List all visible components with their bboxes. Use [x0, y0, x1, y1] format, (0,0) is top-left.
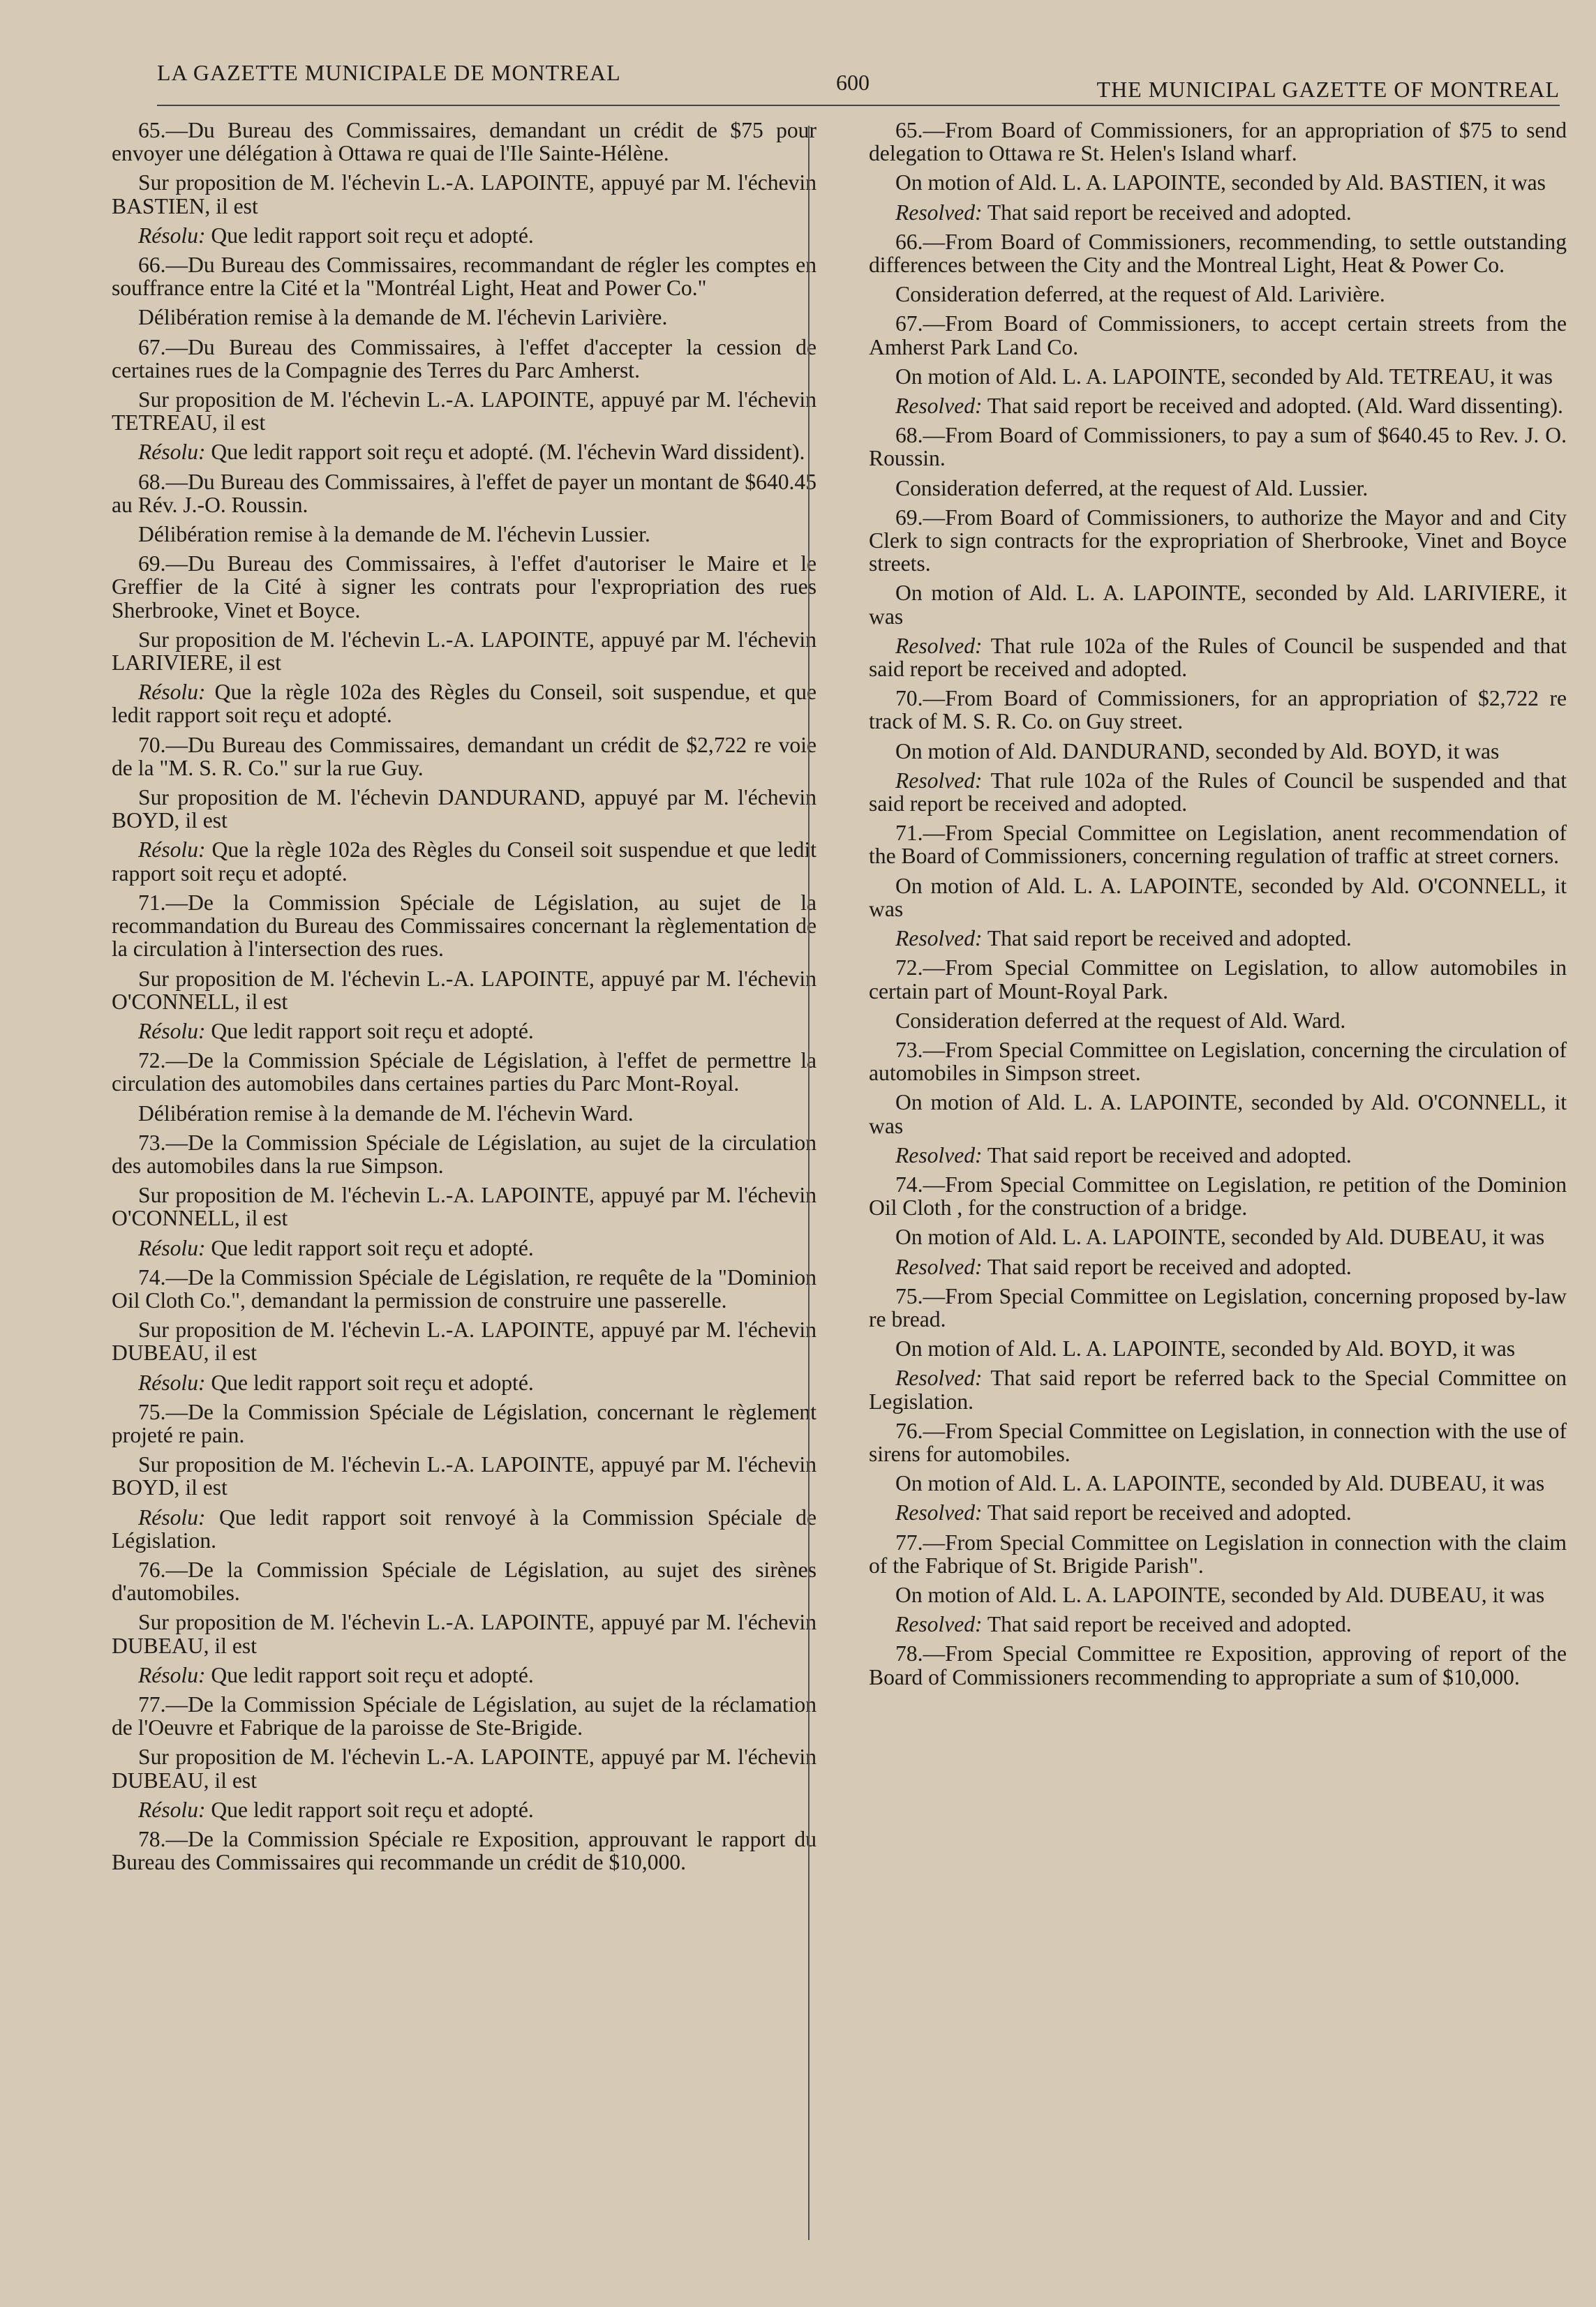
paragraph-text: Sur proposition de M. l'échevin L.-A. LAPOINTE, appuyé par M. l'échevin LARIVIERE, il est	[112, 627, 816, 675]
english-paragraph	[869, 1583, 1567, 1606]
paragraph-text: On motion of Ald. L. A. LAPOINTE, seconded by Ald. BASTIEN, it was	[895, 170, 1546, 195]
english-paragraph	[869, 687, 1567, 733]
french-paragraph	[112, 680, 816, 726]
paragraph-text: On motion of Ald. L. A. LAPOINTE, seconded by Ald. DUBEAU, it was	[895, 1471, 1545, 1496]
english-paragraph	[869, 874, 1567, 920]
paragraph-text: 78.—From Special Committee re Exposition, approving of report of the Board of Commissioners recommending to appropriate a sum of $10,000.	[869, 1641, 1567, 1689]
resolution-label: Résolu:	[138, 1018, 206, 1043]
french-paragraph	[112, 1020, 816, 1043]
french-paragraph	[112, 336, 816, 382]
english-paragraph	[869, 927, 1567, 950]
resolution-label: Resolved:	[895, 1500, 983, 1525]
french-paragraph	[112, 1745, 816, 1791]
english-paragraph	[869, 119, 1567, 165]
paragraph-text: On motion of Ald. L. A. LAPOINTE, seconded by Ald. LARIVIERE, it was	[869, 581, 1567, 629]
french-paragraph	[112, 171, 816, 217]
resolution-label: Résolu:	[138, 1235, 206, 1260]
header-title-french: LA GAZETTE MUNICIPALE DE MONTREAL	[157, 60, 621, 85]
paragraph-text: On motion of Ald. L. A. LAPOINTE, seconded by Ald. BOYD, it was	[895, 1336, 1516, 1361]
english-paragraph	[869, 1285, 1567, 1331]
english-paragraph	[869, 1225, 1567, 1248]
english-paragraph	[869, 1366, 1567, 1412]
french-paragraph	[112, 1664, 816, 1687]
resolution-label: Résolu:	[138, 440, 206, 465]
paragraph-text: Sur proposition de M. l'échevin L.-A. LAPOINTE, appuyé par M. l'échevin BASTIEN, il est	[112, 170, 816, 218]
english-paragraph	[869, 1642, 1567, 1688]
paragraph-text: 75.—De la Commission Spéciale de Législation, concernant le règlement projeté re pain.	[112, 1399, 816, 1447]
paragraph-text: Sur proposition de M. l'échevin L.-A. LAPOINTE, appuyé par M. l'échevin O'CONNELL, il est	[112, 966, 816, 1014]
paragraph-text: That said report be received and adopted.	[982, 926, 1352, 951]
english-paragraph	[869, 506, 1567, 576]
french-paragraph	[112, 1184, 816, 1230]
paragraph-text: On motion of Ald. L. A. LAPOINTE, seconded by Ald. DUBEAU, it was	[895, 1225, 1545, 1250]
paragraph-text: Que la règle 102a des Règles du Conseil soit suspendue et que ledit rapport soit reçu et adopté.	[112, 837, 816, 886]
english-paragraph	[869, 1144, 1567, 1167]
english-paragraph	[869, 365, 1567, 388]
resolution-label: Resolved:	[895, 1142, 983, 1167]
english-column	[869, 119, 1567, 1695]
column-divider	[808, 126, 810, 2240]
french-paragraph	[112, 253, 816, 299]
english-paragraph	[869, 634, 1567, 680]
french-paragraph	[112, 1266, 816, 1312]
paragraph-text: Que ledit rapport soit reçu et adopté.	[205, 1797, 534, 1822]
english-paragraph	[869, 1501, 1567, 1524]
paragraph-text: 73.—From Special Committee on Legislation, concerning the circulation of automobiles in Simpson street.	[869, 1037, 1567, 1086]
french-column	[112, 119, 816, 1880]
english-paragraph	[869, 740, 1567, 763]
paragraph-text: 72.—From Special Committee on Legislation, to allow automobiles in certain part of Mount-Royal Park.	[869, 955, 1567, 1003]
resolution-label: Résolu:	[138, 1662, 206, 1687]
english-paragraph	[869, 394, 1567, 417]
resolution-label: Resolved:	[895, 394, 983, 419]
paragraph-text: 66.—From Board of Commissioners, recommending, to settle outstanding differences between the City and the Montreal Light, Heat & Power Co.	[869, 229, 1567, 278]
french-paragraph	[112, 1371, 816, 1394]
page-header	[157, 54, 1560, 106]
french-paragraph	[112, 1611, 816, 1657]
french-paragraph	[112, 1798, 816, 1821]
paragraph-text: Que ledit rapport soit renvoyé à la Commission Spéciale de Législation.	[112, 1505, 816, 1553]
english-paragraph	[869, 581, 1567, 627]
english-paragraph	[869, 1255, 1567, 1278]
english-paragraph	[869, 1337, 1567, 1360]
english-paragraph	[869, 230, 1567, 276]
paragraph-text: That rule 102a of the Rules of Council be suspended and that said report be received and adopted.	[869, 633, 1567, 682]
paragraph-text: Que la règle 102a des Règles du Conseil, soit suspendue, et que ledit rapport soit reçu et adopté.	[112, 680, 816, 728]
paragraph-text: 65.—Du Bureau des Commissaires, demandant un crédit de $75 pour envoyer une délégation à Ottawa re quai de l'Ile Sainte-Hélène.	[112, 118, 816, 166]
paragraph-text: That rule 102a of the Rules of Council be suspended and that said report be received and adopted.	[869, 768, 1567, 816]
paragraph-text: That said report be received and adopted.	[982, 1612, 1352, 1637]
french-paragraph	[112, 119, 816, 165]
resolution-label: Resolved:	[895, 926, 983, 951]
paragraph-text: 69.—From Board of Commissioners, to authorize the Mayor and and City Clerk to sign contracts for the expropriation of Sherbrooke, Vinet and Boyce streets.	[869, 505, 1567, 576]
english-paragraph	[869, 769, 1567, 815]
paragraph-text: That said report be received and adopted.	[982, 1142, 1352, 1167]
paragraph-text: 70.—From Board of Commissioners, for an appropriation of $2,722 re track of M. S. R. Co. on Guy street.	[869, 686, 1567, 734]
page-number: 600	[836, 70, 870, 95]
paragraph-text: Que ledit rapport soit reçu et adopté.	[205, 1370, 534, 1395]
paragraph-text: That said report be received and adopted. (Ald. Ward dissenting).	[982, 394, 1563, 419]
english-paragraph	[869, 1009, 1567, 1032]
french-paragraph	[112, 1453, 816, 1499]
paragraph-text: 66.—Du Bureau des Commissaires, recommandant de régler les comptes en souffrance entre la Cité et la "Montréal Light, Heat and Power Co."	[112, 253, 816, 301]
paragraph-text: 73.—De la Commission Spéciale de Législation, au sujet de la circulation des automobiles dans la rue Simpson.	[112, 1130, 816, 1178]
french-paragraph	[112, 1102, 816, 1125]
paragraph-text: 76.—From Special Committee on Legislation, in connection with the use of sirens for automobiles.	[869, 1418, 1567, 1466]
english-paragraph	[869, 283, 1567, 306]
paragraph-text: 65.—From Board of Commissioners, for an appropriation of $75 to send delegation to Ottawa re St. Helen's Island wharf.	[869, 118, 1567, 166]
english-paragraph	[869, 312, 1567, 358]
english-paragraph	[869, 477, 1567, 500]
paragraph-text: 78.—De la Commission Spéciale re Exposition, approuvant le rapport du Bureau des Commissaires qui recommande un crédit de $10,000.	[112, 1827, 816, 1875]
paragraph-text: 68.—From Board of Commissioners, to pay a sum of $640.45 to Rev. J. O. Roussin.	[869, 423, 1567, 471]
resolution-label: Resolved:	[895, 1366, 983, 1391]
french-paragraph	[112, 388, 816, 434]
paragraph-text: 70.—Du Bureau des Commissaires, demandant un crédit de $2,722 re voie de la "M. S. R. Co." sur la rue Guy.	[112, 732, 816, 780]
resolution-label: Résolu:	[138, 223, 206, 248]
french-paragraph	[112, 224, 816, 247]
paragraph-text: On motion of Ald. L. A. LAPOINTE, seconded by Ald. O'CONNELL, it was	[869, 873, 1567, 921]
english-paragraph	[869, 1091, 1567, 1137]
french-paragraph	[112, 552, 816, 622]
paragraph-text: Que ledit rapport soit reçu et adopté.	[205, 1662, 534, 1687]
french-paragraph	[112, 523, 816, 546]
paragraph-text: On motion of Ald. L. A. LAPOINTE, seconded by Ald. O'CONNELL, it was	[869, 1090, 1567, 1138]
french-paragraph	[112, 628, 816, 674]
resolution-label: Résolu:	[138, 1370, 206, 1395]
paragraph-text: Sur proposition de M. l'échevin L.-A. LAPOINTE, appuyé par M. l'échevin DUBEAU, il est	[112, 1745, 816, 1793]
paragraph-text: Délibération remise à la demande de M. l'échevin Lussier.	[138, 522, 650, 547]
paragraph-text: 74.—De la Commission Spéciale de Législation, re requête de la "Dominion Oil Cloth Co.", demandant la permission de construire une passerelle.	[112, 1264, 816, 1313]
french-paragraph	[112, 1237, 816, 1260]
french-paragraph	[112, 1401, 816, 1447]
resolution-label: Resolved:	[895, 1612, 983, 1637]
french-paragraph	[112, 1558, 816, 1604]
paragraph-text: Que ledit rapport soit reçu et adopté.	[205, 223, 534, 248]
paragraph-text: 69.—Du Bureau des Commissaires, à l'effet d'autoriser le Maire et le Greffier de la Cité à signer les contrats pour l'expropriation des rues Sherbrooke, Vinet et Boyce.	[112, 551, 816, 622]
english-paragraph	[869, 424, 1567, 470]
resolution-label: Resolved:	[895, 633, 983, 658]
header-title-english: THE MUNICIPAL GAZETTE OF MONTREAL	[1096, 77, 1560, 102]
paragraph-text: 75.—From Special Committee on Legislation, concerning proposed by-law re bread.	[869, 1283, 1567, 1331]
paragraph-text: Consideration deferred, at the request of Ald. Larivière.	[895, 282, 1385, 307]
resolution-label: Resolved:	[895, 1254, 983, 1279]
english-paragraph	[869, 956, 1567, 1002]
english-paragraph	[869, 1038, 1567, 1084]
french-paragraph	[112, 1049, 816, 1095]
french-paragraph	[112, 306, 816, 329]
french-paragraph	[112, 891, 816, 961]
paragraph-text: Sur proposition de M. l'échevin DANDURAND, appuyé par M. l'échevin BOYD, il est	[112, 785, 816, 833]
french-paragraph	[112, 786, 816, 832]
english-paragraph	[869, 201, 1567, 224]
french-paragraph	[112, 470, 816, 516]
paragraph-text: 67.—From Board of Commissioners, to accept certain streets from the Amherst Park Land Co.	[869, 311, 1567, 359]
paragraph-text: That said report be received and adopted.	[982, 1500, 1352, 1525]
french-paragraph	[112, 1131, 816, 1177]
resolution-label: Résolu:	[138, 837, 206, 863]
french-paragraph	[112, 440, 816, 463]
paragraph-text: Que ledit rapport soit reçu et adopté. (M. l'échevin Ward dissident).	[205, 440, 805, 465]
french-paragraph	[112, 1693, 816, 1739]
paragraph-text: Délibération remise à la demande de M. l'échevin Larivière.	[138, 305, 668, 330]
paragraph-text: 74.—From Special Committee on Legislation, re petition of the Dominion Oil Cloth , for the construction of a bridge.	[869, 1172, 1567, 1220]
paragraph-text: On motion of Ald. L. A. LAPOINTE, seconded by Ald. DUBEAU, it was	[895, 1582, 1545, 1607]
english-paragraph	[869, 821, 1567, 867]
paragraph-text: That said report be received and adopted.	[982, 200, 1352, 225]
resolution-label: Résolu:	[138, 680, 206, 705]
paragraph-text: On motion of Ald. L. A. LAPOINTE, seconded by Ald. TETREAU, it was	[895, 364, 1553, 389]
resolution-label: Résolu:	[138, 1505, 206, 1530]
paragraph-text: Que ledit rapport soit reçu et adopté.	[205, 1018, 534, 1043]
resolution-label: Resolved:	[895, 768, 983, 793]
resolution-label: Resolved:	[895, 200, 983, 225]
paragraph-text: Sur proposition de M. l'échevin L.-A. LAPOINTE, appuyé par M. l'échevin TETREAU, il est	[112, 387, 816, 435]
paragraph-text: 77.—De la Commission Spéciale de Législation, au sujet de la réclamation de l'Oeuvre et Fabrique de la paroisse de Ste-Brigide.	[112, 1692, 816, 1740]
resolution-label: Résolu:	[138, 1797, 206, 1822]
paragraph-text: Sur proposition de M. l'échevin L.-A. LAPOINTE, appuyé par M. l'échevin O'CONNELL, il est	[112, 1183, 816, 1231]
paragraph-text: Sur proposition de M. l'échevin L.-A. LAPOINTE, appuyé par M. l'échevin DUBEAU, il est	[112, 1610, 816, 1658]
french-paragraph	[112, 1828, 816, 1874]
english-paragraph	[869, 1419, 1567, 1465]
english-paragraph	[869, 1613, 1567, 1636]
french-paragraph	[112, 1506, 816, 1552]
french-paragraph	[112, 1318, 816, 1364]
paragraph-text: Délibération remise à la demande de M. l'échevin Ward.	[138, 1100, 634, 1126]
paragraph-text: That said report be received and adopted.	[982, 1254, 1352, 1279]
paragraph-text: 72.—De la Commission Spéciale de Législation, à l'effet de permettre la circulation des automobiles dans certaines parties du Parc Mont-Royal.	[112, 1048, 816, 1096]
english-paragraph	[869, 1472, 1567, 1495]
paragraph-text: 71.—From Special Committee on Legislation, anent recommendation of the Board of Commissioners, concerning regulation of traffic at street corners.	[869, 821, 1567, 869]
paragraph-text: 68.—Du Bureau des Commissaires, à l'effet de payer un montant de $640.45 au Rév. J.-O. Roussin.	[112, 469, 816, 517]
paragraph-text: 71.—De la Commission Spéciale de Législation, au sujet de la recommandation du Bureau des Commissaires concernant la règlementation de la circulation à l'intersection des rues.	[112, 890, 816, 962]
french-paragraph	[112, 838, 816, 884]
paragraph-text: Sur proposition de M. l'échevin L.-A. LAPOINTE, appuyé par M. l'échevin DUBEAU, il est	[112, 1317, 816, 1366]
paragraph-text: 76.—De la Commission Spéciale de Législation, au sujet des sirènes d'automobiles.	[112, 1557, 816, 1606]
english-paragraph	[869, 1173, 1567, 1219]
paragraph-text: Consideration deferred at the request of Ald. Ward.	[895, 1008, 1346, 1033]
paragraph-text: Consideration deferred, at the request of Ald. Lussier.	[895, 475, 1368, 500]
english-paragraph	[869, 171, 1567, 194]
french-paragraph	[112, 733, 816, 779]
paragraph-text: Que ledit rapport soit reçu et adopté.	[205, 1235, 534, 1260]
paragraph-text: 67.—Du Bureau des Commissaires, à l'effet d'accepter la cession de certaines rues de la Compagnie des Terres du Parc Amherst.	[112, 334, 816, 382]
paragraph-text: That said report be referred back to the Special Committee on Legislation.	[869, 1366, 1567, 1414]
french-paragraph	[112, 967, 816, 1013]
english-paragraph	[869, 1531, 1567, 1577]
paragraph-text: 77.—From Special Committee on Legislation in connection with the claim of the Fabrique of St. Brigide Parish".	[869, 1530, 1567, 1578]
paragraph-text: Sur proposition de M. l'échevin L.-A. LAPOINTE, appuyé par M. l'échevin BOYD, il est	[112, 1452, 816, 1500]
paragraph-text: On motion of Ald. DANDURAND, seconded by Ald. BOYD, it was	[895, 738, 1500, 763]
